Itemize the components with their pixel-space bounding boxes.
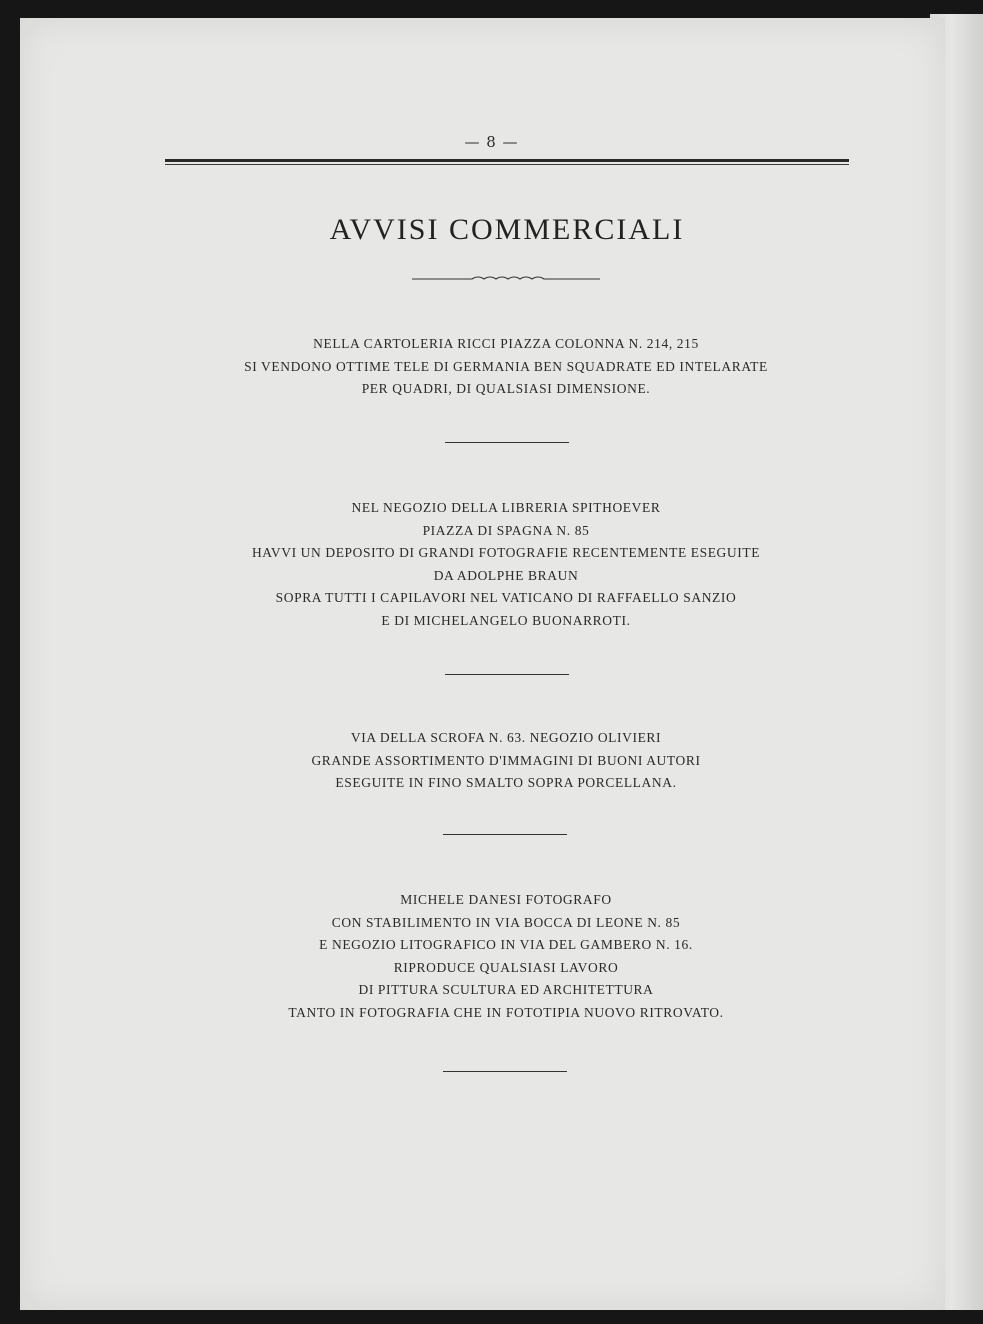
notice-line: SOPRA TUTTI I CAPILAVORI NEL VATICANO DI RAFFAELLO SANZIO	[275, 590, 737, 605]
notice-line: NEL NEGOZIO DELLA LIBRERIA SPITHOEVER	[351, 500, 661, 515]
notice-line: GRANDE ASSORTIMENTO D'IMMAGINI DI BUONI AUTORI	[311, 752, 701, 768]
section-divider	[445, 674, 569, 675]
notice-line: TANTO IN FOTOGRAFIA CHE IN FOTOTIPIA NUOVO RITROVATO.	[288, 1004, 724, 1020]
section-divider	[445, 442, 569, 443]
notice-michele-danesi	[160, 889, 852, 1024]
notice-cartoleria-ricci	[160, 333, 852, 401]
notice-line: PIAZZA DI SPAGNA N. 85	[422, 522, 590, 538]
notice-line: VIA DELLA SCROFA N. 63. NEGOZIO OLIVIERI	[350, 730, 662, 745]
notice-line: E NEGOZIO LITOGRAFICO IN VIA DEL GAMBERO N. 16.	[319, 937, 693, 952]
notice-line: NELLA CARTOLERIA RICCI PIAZZA COLONNA N. 214, 215	[313, 336, 699, 351]
header-rule-thick	[165, 159, 849, 162]
notice-libreria-spithoever	[160, 497, 852, 632]
section-divider	[443, 1071, 567, 1072]
notice-line: DA ADOLPHE BRAUN	[433, 567, 579, 583]
notice-line: DI PITTURA SCULTURA ED ARCHITETTURA	[358, 982, 654, 997]
notice-line: CON STABILIMENTO IN VIA BOCCA DI LEONE N. 85	[331, 914, 681, 930]
header-rule-thin	[165, 164, 849, 165]
notice-line: RIPRODUCE QUALSIASI LAVORO	[393, 959, 619, 975]
notice-line: ESEGUITE IN FINO SMALTO SOPRA PORCELLANA.	[335, 775, 677, 790]
notice-line: HAVVI UN DEPOSITO DI GRANDI FOTOGRAFIE RECENTEMENTE ESEGUITE	[251, 545, 761, 560]
notice-negozio-olivieri	[160, 727, 852, 795]
section-divider	[443, 834, 567, 835]
page	[20, 18, 945, 1310]
notice-line: SI VENDONO OTTIME TELE DI GERMANIA BEN SQUADRATE ED INTELARATE	[244, 358, 768, 374]
notice-line: MICHELE DANESI FOTOGRAFO	[400, 892, 612, 907]
notice-line: PER QUADRI, DI QUALSIASI DIMENSIONE.	[361, 381, 651, 396]
page-title: AVVISI COMMERCIALI	[329, 213, 685, 246]
ornament-divider	[412, 272, 600, 284]
page-number: — 8 —	[464, 133, 519, 151]
notice-line: E DI MICHELANGELO BUONARROTI.	[381, 612, 631, 628]
